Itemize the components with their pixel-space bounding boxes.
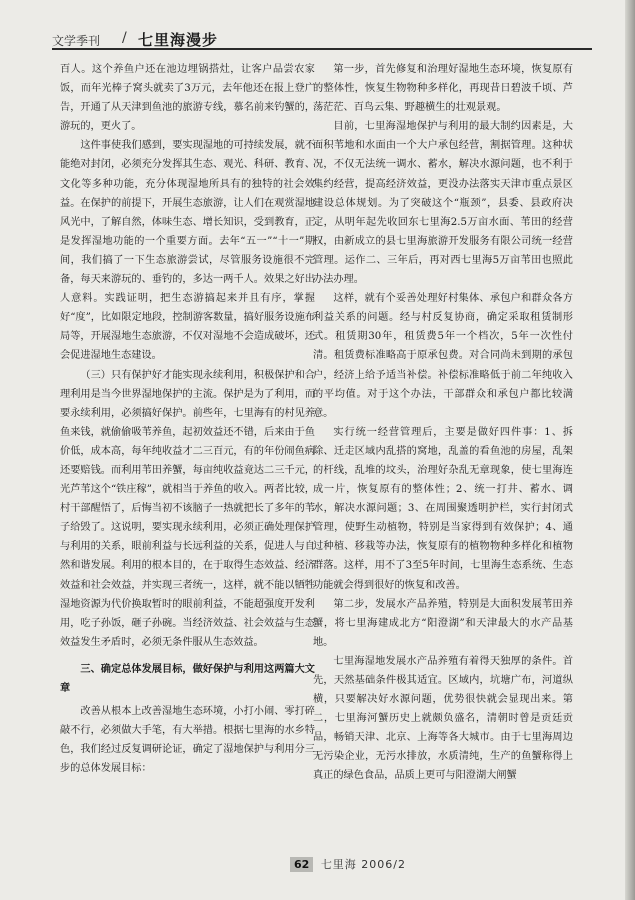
- header-separator: /: [122, 30, 127, 46]
- body-paragraph: （三）只有保护好才能实现永续利用，积极保护和合理利用是当今世界湿地保护的主流。保护是为了利用，而要永续利用，必须搞好保护。前些年，七里海有的村见养鱼来钱，就偷偷吸苇养鱼，起初效益还不错，后来由于鱼价低，成本高，每年纯收益才二三百元，有的年份闹鱼病还要赔钱。而利用苇田养蟹，每亩纯收益竟达二三千元，光芦苇这个“铁庄稼”，就相当于养鱼的收入。两者比较，村干部醒悟了，后悔当初不该脑子一热就把长了多年的苇子给毁了。这说明，要实现永续利用，必须正确处理保护与利用的关系，眼前利益与长远利益的关系，促进人与自然和谐发展。利用的根本目的，在于取得生态效益、经济效益和社会效益，并实现三者统一，这样，就不能以牺牲湿地资源为代价换取暂时的眼前利益，不能超强度开发利用，吃子孙饭，砸子孙碗。当经济效益、社会效益与生态效益发生矛盾时，必须无条件服从生态效益。: [60, 369, 315, 648]
- section-heading: 三、确定总体发展目标，做好保护与利用这两篇大文章: [60, 663, 315, 694]
- column-title: 七里海漫步: [138, 31, 219, 49]
- page-header: [52, 26, 592, 50]
- body-paragraph: 改善从根本上改善湿地生态环境，小打小闹、零打碎敲不行，必须做大手笔，有大举措。根据七里海的水乡特色，我们经过反复调研论证，确定了湿地保护与利用分三步的总体发展目标：: [60, 706, 315, 775]
- page-number: 62: [290, 857, 313, 872]
- left-column: [60, 60, 315, 778]
- magazine-issue: 七里海 2006/2: [320, 858, 407, 871]
- binding-shadow: [625, 0, 635, 900]
- magazine-label: 文学季刊: [52, 34, 101, 48]
- body-paragraph: 目前，七里海湿地保护与利用的最大制约因素是，大面积苇地和水面由一个大户承包经营，割据管理。这种状况，不仅无法统一调水、蓄水，解决水源问题，也不利于集约经营，提高经济效益，更没办法落实天津市重点景区建设总体规划。为了突破这个“瓶颈”，县委、县政府决定，从明年起先收回东七里海2.5万亩水面、苇田的经营权，由新成立的县七里海旅游开发服务有限公司统一经营管理。运作二、三年后，再对西七里海5万亩苇田也照此办法办理。: [313, 121, 573, 286]
- body-paragraph: 这样，就有个妥善处理好村集体、承包户和群众各方利益关系的问题。经与村反复协商，确定采取租赁制形式。租赁期30年，租赁费5年一个档次，5年一次性付清。租赁费标准略高于原承包费。对合同尚未到期的承包户，经济上给予适当补偿。补偿标准略低于前二年纯收入的平均值。对于这个办法，干部群众和承包户都比较满意。: [313, 293, 573, 419]
- body-paragraph: 百人。这个养鱼户还在池边埋锅搭灶，让客户品尝农家饭，而年光棒子窝头就卖了3万元，去年他还在报上登广告，开通了从天津到鱼池的旅游专线，慕名前来钓蟹的，游玩的，更火了。: [60, 64, 315, 133]
- body-paragraph: 第二步，发展水产品养殖，特别是大面积发展苇田养蟹，将七里海建成北方“阳澄湖”和天津最大的水产品基地。: [313, 598, 573, 648]
- body-paragraph: 实行统一经营管理后，主要是做好四件事：1、拆除、迁走区域内乱搭的窝地，乱盖的看鱼池的房屋，乱架的杆线，乱堆的坟头，治理好杂乱无章现象，使七里海连成一片，恢复原有的整体性；2、统一打井、蓄水、调水，解决水源问题；3、在周围聚透明护栏，实行封闭式管理，使野生动植物，特别是当家得到有效保护；4、通过种植、移栽等办法，恢复原有的植物物种多样化和植物群落。这样，用不了3至5年时间，七里海生态系统、生态功能就会得到很好的恢复和改善。: [313, 426, 573, 591]
- body-paragraph: 第一步，首先修复和治理好湿地生态环境，恢复原有的整体性，恢复生物物种多样化，再现昔日碧波千顷、芦荡茫茫、百鸟云集、野趣横生的壮观景观。: [313, 64, 573, 114]
- body-paragraph: 七里海湿地发展水产品养殖有着得天独厚的条件。首先，天然基础条件极其适宜。区域内，坑塘广布，河道纵横，只要解决好水源问题，优势很快就会显现出来。第二，七里海河蟹历史上就颇负盛名，清朝时曾是贡廷贡品，畅销天津、北京、上海等各大城市。由于七里海周边无污染企业，无污水排放，水质清纯，生产的鱼蟹称得上真正的绿色食品，品质上更可与阳澄湖大闸蟹: [313, 655, 573, 782]
- page-footer: [290, 856, 440, 876]
- body-paragraph: 这件事使我们感到，要实现湿地的可持续发展，就不能绝对封闭，必须充分发挥其生态、观光、科研、教育、文化等多种功能，充分体现湿地所具有的独特的社会效益。在保护的前提下，开展生态旅游，让人们在观赏湿地风光中，了解自然，体味生态、增长知识，受到教育，正是发挥湿地功能的一个重要方面。去年“五一”“十一”期间，我们搞了一下生态旅游尝试，尽管服务设施很不完备，每天来游玩的、垂钓的，多达一两千人。效果之好出人意料。实践证明，把生态游搞起来并且有序，掌握好“度”，比如限定地段，控制游客数量，搞好服务设施布局等，开展湿地生态旅游，不仅对湿地不会造成破坏，还会促进湿地生态建设。: [60, 140, 315, 362]
- right-column: [313, 60, 573, 786]
